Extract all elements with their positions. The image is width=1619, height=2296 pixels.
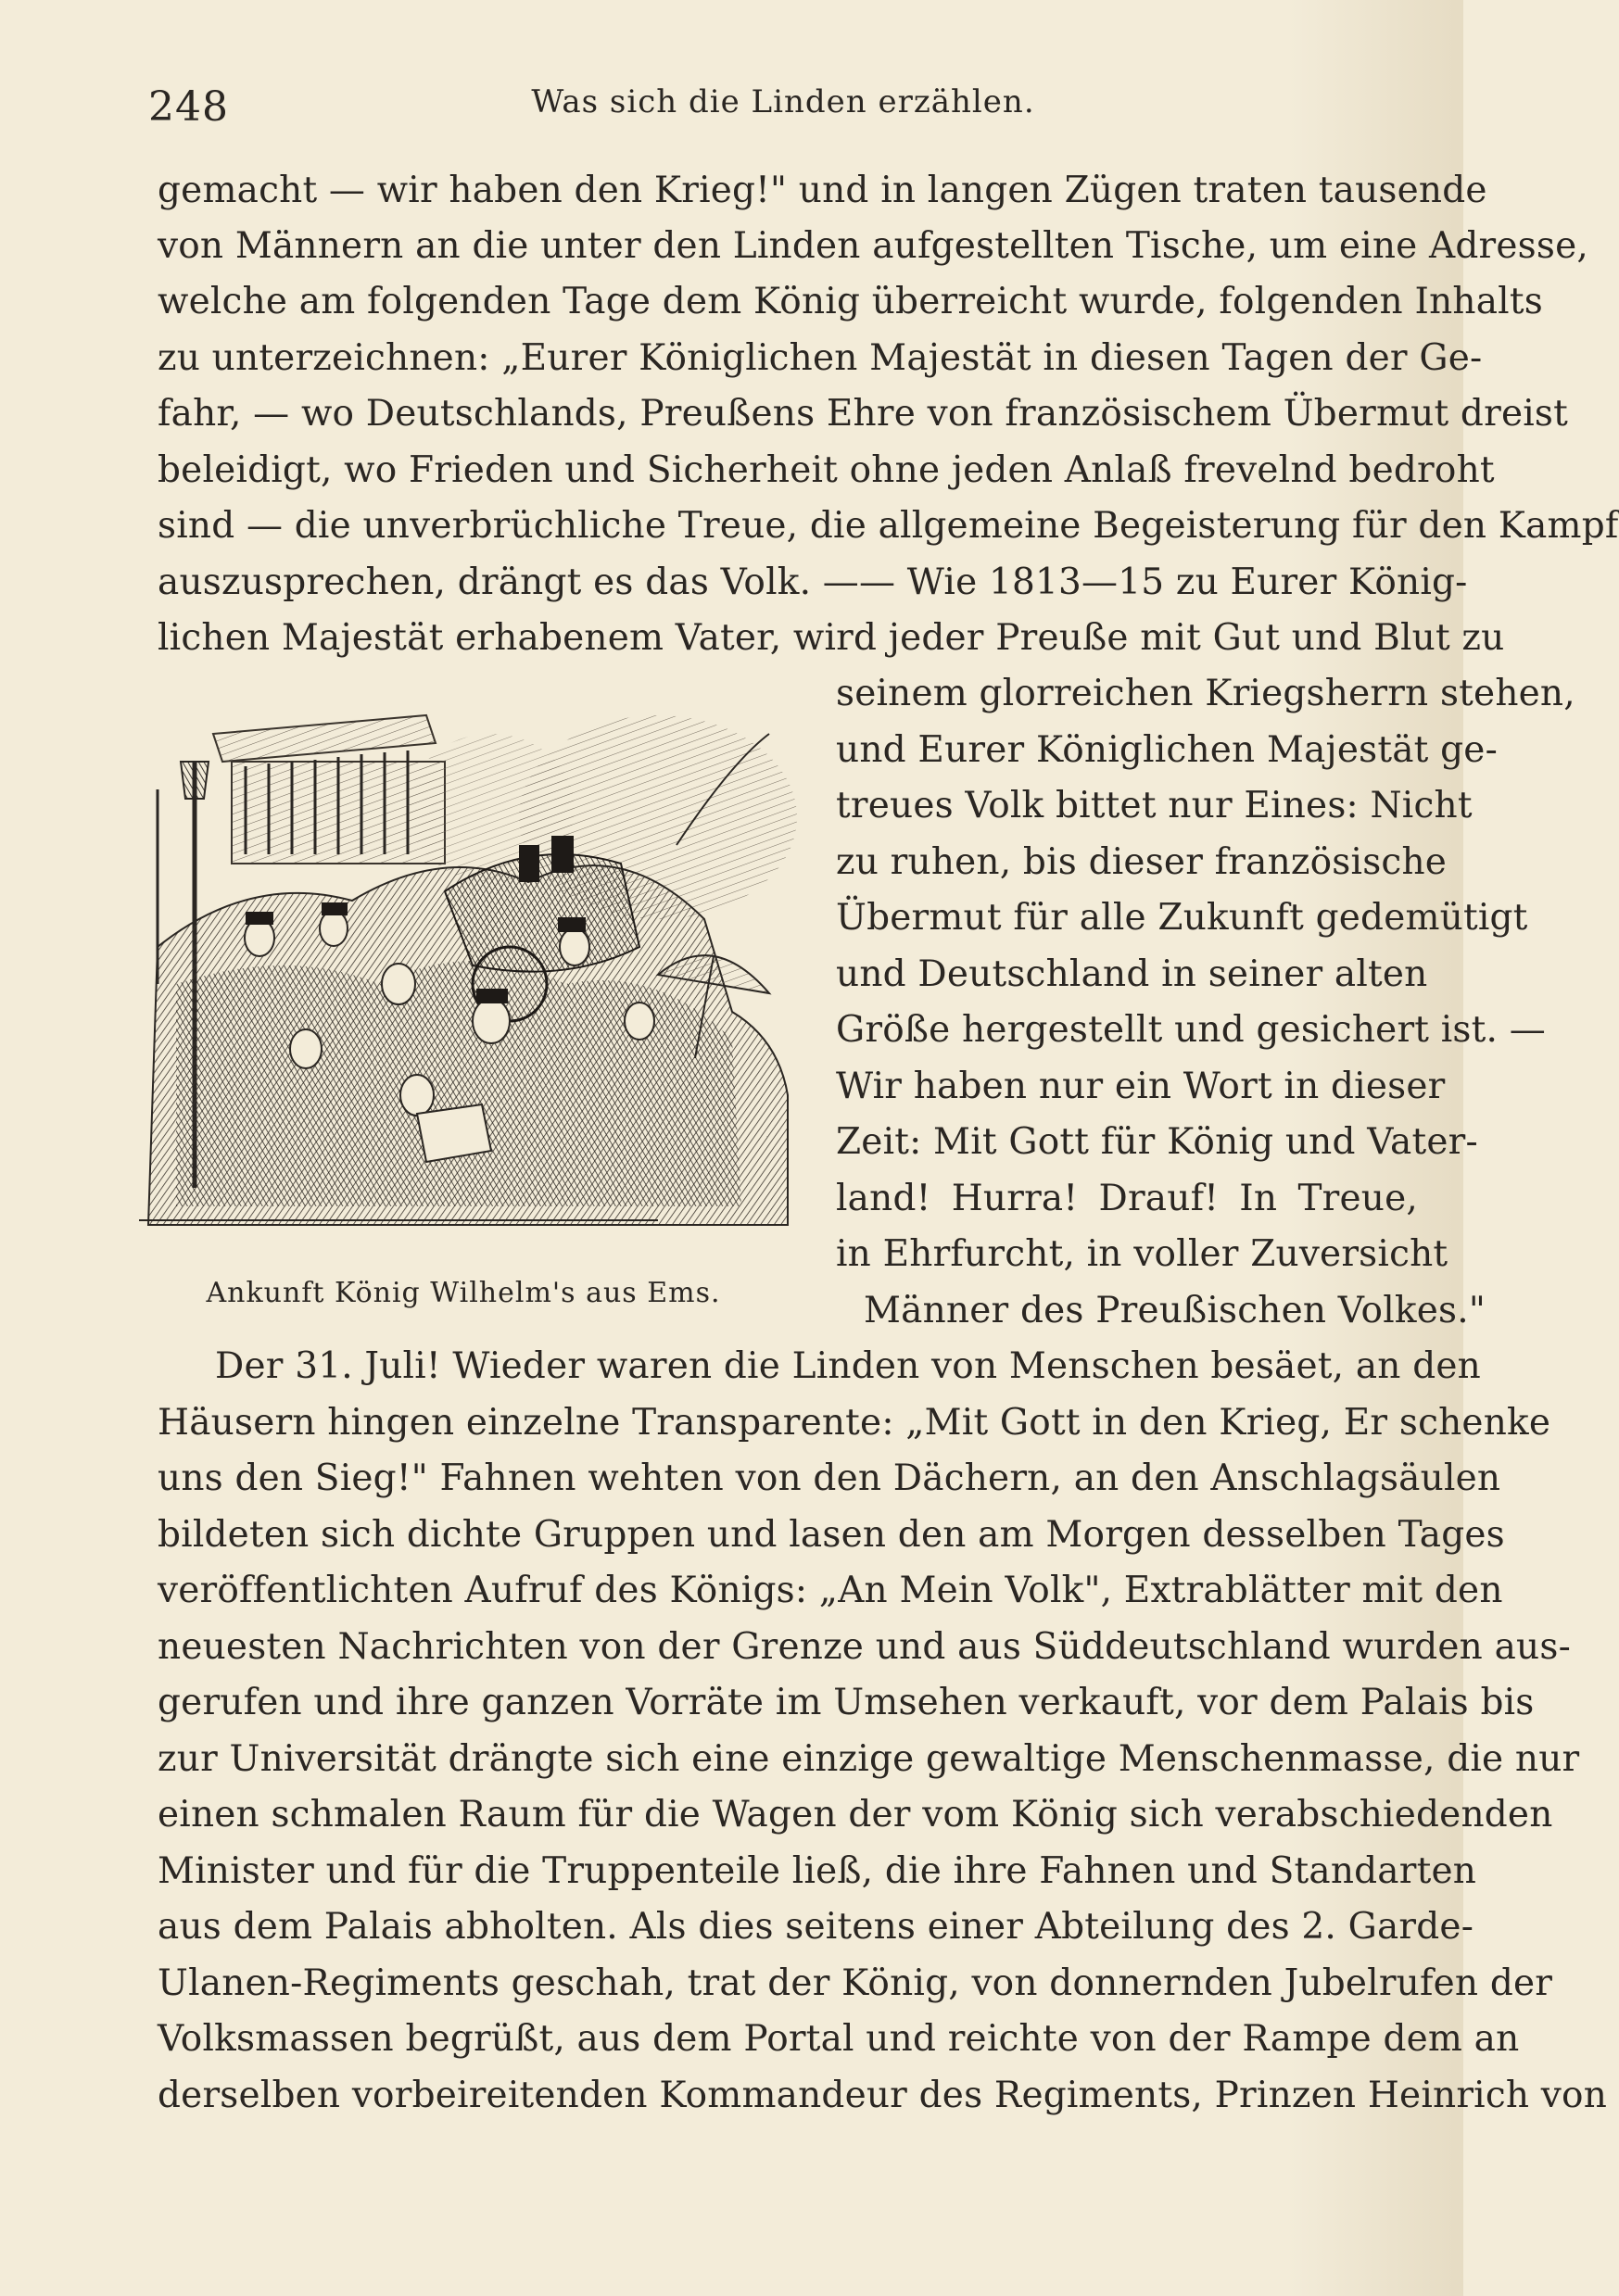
text-line: derselben vorbeireitenden Kommandeur des Regiments, Prinzen Heinrich von bbox=[158, 2075, 1608, 2116]
text-line: uns den Sieg!" Fahnen wehten von den Dächern, an den Anschlagsäulen bbox=[158, 1457, 1501, 1499]
text-line: und Eurer Königlichen Majestät ge- bbox=[836, 729, 1498, 771]
illustration-caption: Ankunft König Wilhelm's aus Ems. bbox=[206, 1277, 721, 1309]
text-line: Männer des Preußischen Volkes." bbox=[864, 1290, 1486, 1331]
text-line: zu ruhen, bis dieser französische bbox=[836, 841, 1448, 883]
text-line: in Ehrfurcht, in voller Zuversicht bbox=[836, 1233, 1448, 1275]
text-line: fahr, — wo Deutschlands, Preußens Ehre von französischem Übermut dreist bbox=[158, 393, 1568, 435]
text-line: Übermut für alle Zukunft gedemütigt bbox=[836, 897, 1528, 939]
text-line: beleidigt, wo Frieden und Sicherheit ohne jeden Anlaß frevelnd bedroht bbox=[158, 449, 1495, 491]
text-line: Ulanen-Regiments geschah, trat der König, von donnernden Jubelrufen der bbox=[158, 1962, 1553, 2004]
text-line: Häusern hingen einzelne Transparente: „Mit Gott in den Krieg, Er schenke bbox=[158, 1402, 1551, 1444]
text-line: lichen Majestät erhabenem Vater, wird jeder Preuße mit Gut und Blut zu bbox=[158, 617, 1505, 659]
page-number: 248 bbox=[148, 83, 229, 131]
text-line: Minister und für die Truppenteile ließ, die ihre Fahnen und Standarten bbox=[158, 1850, 1477, 1892]
text-line: veröffentlichten Aufruf des Königs: „An Mein Volk", Extrablätter mit den bbox=[158, 1570, 1503, 1611]
text-line: Volksmassen begrüßt, aus dem Portal und reichte von der Rampe dem an bbox=[158, 2018, 1520, 2060]
text-line: bildeten sich dichte Gruppen und lasen den am Morgen desselben Tages bbox=[158, 1514, 1505, 1556]
text-line: gemacht — wir haben den Krieg!" und in langen Zügen traten tausende bbox=[158, 170, 1487, 211]
engraving-illustration bbox=[139, 706, 797, 1225]
running-title: Was sich die Linden erzählen. bbox=[531, 83, 1035, 120]
text-line: Zeit: Mit Gott für König und Vater- bbox=[836, 1121, 1478, 1163]
text-line: auszusprechen, drängt es das Volk. —— Wie 1813—15 zu Eurer König- bbox=[158, 561, 1468, 603]
text-line: land! Hurra! Drauf! In Treue, bbox=[836, 1178, 1418, 1219]
text-line: seinem glorreichen Kriegsherrn stehen, bbox=[836, 673, 1575, 714]
text-line: gerufen und ihre ganzen Vorräte im Umsehen verkauft, vor dem Palais bis bbox=[158, 1682, 1535, 1723]
text-line: zu unterzeichnen: „Eurer Königlichen Majestät in diesen Tagen der Ge- bbox=[158, 337, 1483, 379]
text-line: sind — die unverbrüchliche Treue, die allgemeine Begeisterung für den Kampf bbox=[158, 505, 1619, 547]
text-line: zur Universität drängte sich eine einzige gewaltige Menschenmasse, die nur bbox=[158, 1738, 1580, 1780]
page-header bbox=[148, 74, 1418, 130]
text-line: und Deutschland in seiner alten bbox=[836, 953, 1428, 995]
text-line: Wir haben nur ein Wort in dieser bbox=[836, 1066, 1446, 1107]
text-line: Der 31. Juli! Wieder waren die Linden von Menschen besäet, an den bbox=[215, 1345, 1481, 1387]
text-line: einen schmalen Raum für die Wagen der vom König sich verabschiedenden bbox=[158, 1794, 1553, 1836]
text-line: aus dem Palais abholten. Als dies seitens einer Abteilung des 2. Garde- bbox=[158, 1906, 1474, 1948]
text-line: welche am folgenden Tage dem König überreicht wurde, folgenden Inhalts bbox=[158, 281, 1543, 322]
text-line: Größe hergestellt und gesichert ist. — bbox=[836, 1009, 1546, 1051]
text-line: neuesten Nachrichten von der Grenze und aus Süddeutschland wurden aus- bbox=[158, 1626, 1571, 1668]
text-line: von Männern an die unter den Linden aufgestellten Tische, um eine Adresse, bbox=[158, 225, 1588, 267]
text-line: treues Volk bittet nur Eines: Nicht bbox=[836, 785, 1473, 826]
